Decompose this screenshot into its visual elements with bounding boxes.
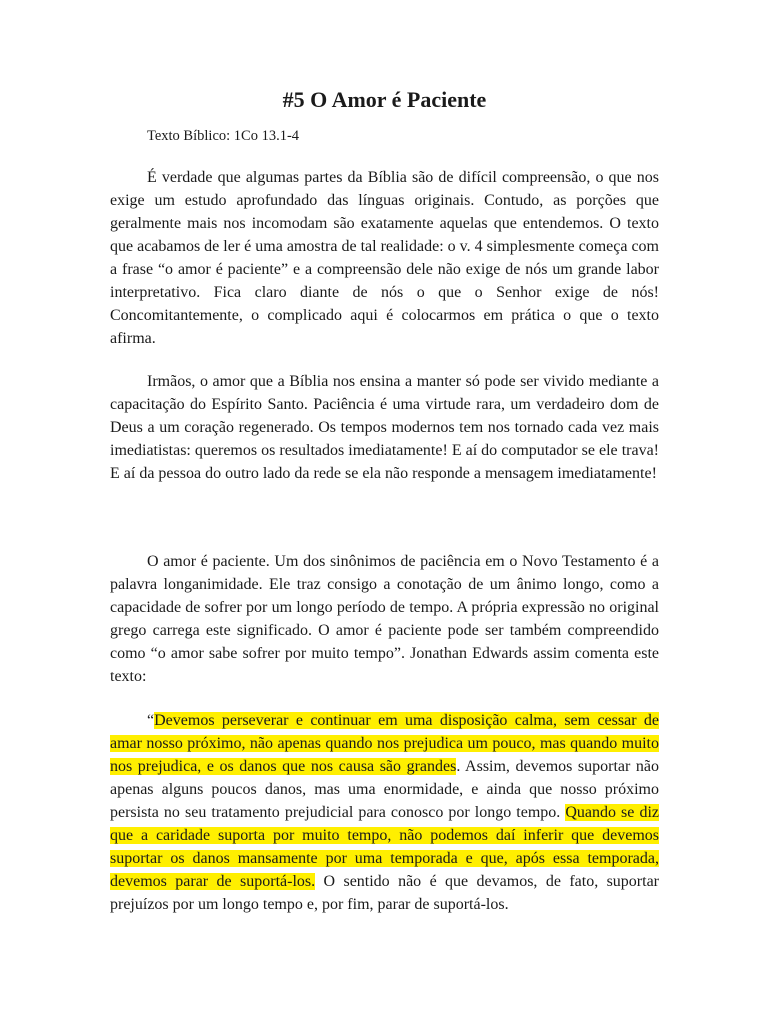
document-title: #5 O Amor é Paciente xyxy=(282,87,487,112)
bible-reference: Texto Bíblico: 1Co 13.1-4 xyxy=(147,128,300,144)
paragraph-3: O amor é paciente. Um dos sinônimos de paciência em o Novo Testamento é a palavra longanimidade. Ele traz consigo a conotação de um ânimo longo, como a capacidade de sofrer por um longo período de tempo. A própria expressão no original grego carrega este significado. O amor é paciente pode ser também compreendido como “o amor sabe sofrer por muito tempo”. Jonathan Edwards assim comenta este texto: xyxy=(110,553,659,685)
highlighted-text-2: Quando se diz que a caridade suporta por muito tempo, não podemos daí inferir que devemos suportar os danos mansamente por uma temporada e que, após essa temporada, devemos parar de suportá-los. xyxy=(110,804,659,890)
quote-text-2: . Assim, devemos suportar não apenas alguns poucos danos, mas uma enormidade, e ainda que nosso próximo persista no seu tratamento prejudicial para conosco por longo tempo. xyxy=(110,758,660,821)
quote-text-4: O sentido não é que devamos, de fato, suportar prejuízos por um longo tempo e, por fim, parar de suportá-los. xyxy=(110,873,660,913)
paragraph-2: Irmãos, o amor que a Bíblia nos ensina a manter só pode ser vivido mediante a capacitação do Espírito Santo. Paciência é uma virtude rara, um verdadeiro dom de Deus a um coração regenerado. Os tempos modernos tem nos tornado cada vez mais imediatistas: queremos os resultados imediatamente! E aí do computador se ele trava! E aí da pessoa do outro lado da rede se ela não responde a mensagem imediatamente! xyxy=(110,373,659,482)
quote-paragraph xyxy=(110,709,659,916)
quote-open-mark: “ xyxy=(147,712,155,729)
highlighted-text-1: Devemos perseverar e continuar em uma disposição calma, sem cessar de amar nosso próximo, não apenas quando nos prejudica um pouco, mas quando muito nos prejudica, e os danos que nos causa são grandes xyxy=(110,712,659,775)
paragraph-1: É verdade que algumas partes da Bíblia são de difícil compreensão, o que nos exige um estudo aprofundado das línguas originais. Contudo, as porções que geralmente mais nos incomodam são exatamente aquelas que entendemos. O texto que acabamos de ler é uma amostra de tal realidade: o v. 4 simplesmente começa com a frase “o amor é paciente” e a compreensão dele não exige de nós um grande labor interpretativo. Fica claro diante de nós o que o Senhor exige de nós! Concomitantemente, o complicado aqui é colocarmos em prática o que o texto afirma. xyxy=(110,169,659,347)
